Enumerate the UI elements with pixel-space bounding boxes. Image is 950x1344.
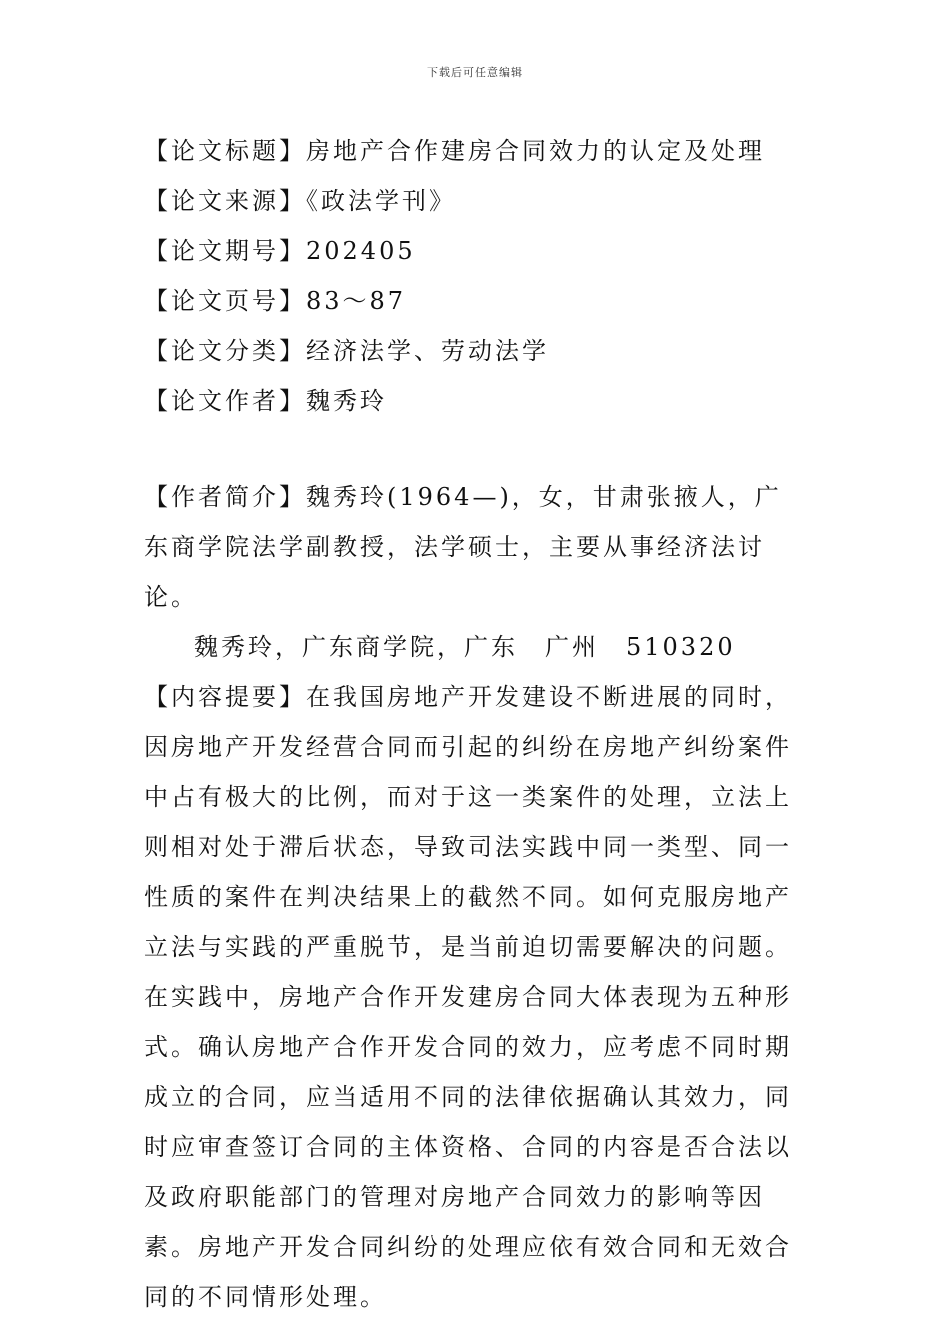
header-note: 下载后可任意编辑 [427,66,523,79]
paper-issue-line: 【论文期号】202405 [144,237,416,265]
paper-category-line: 【论文分类】经济法学、劳动法学 [144,337,549,365]
paper-author-line: 【论文作者】魏秀玲 [144,387,387,415]
paper-title-line: 【论文标题】房地产合作建房合同效力的认定及处理 [144,137,765,165]
author-affiliation-line: 魏秀玲，广东商学院，广东 广州 510320 [194,633,736,661]
paper-pages-line: 【论文页号】83～87 [144,287,407,315]
paper-source-line: 【论文来源】《政法学刊》 [144,187,456,215]
paper-body [144,472,808,1322]
paper-metadata [144,126,814,426]
abstract-paragraph: 【内容提要】在我国房地产开发建设不断进展的同时，因房地产开发经营合同而引起的纠纷在房地产纠纷案件中占有极大的比例，而对于这一类案件的处理，立法上则相对处于滞后状态，导致司法实践中同一类型、同一性质的案件在判决结果上的截然不同。如何克服房地产立法与实践的严重脱节，是当前迫切需要解决的问题。在实践中，房地产合作开发建房合同大体表现为五种形式。确认房地产合作开发合同的效力，应考虑不同时期成立的合同，应当适用不同的法律依据确认其效力，同时应审查签订合同的主体资格、合同的内容是否合法以及政府职能部门的管理对房地产合同效力的影响等因素。房地产开发合同纠纷的处理应依有效合同和无效合同的不同情形处理。 [144,683,792,1311]
author-intro-paragraph: 【作者简介】魏秀玲(1964—)，女，甘肃张掖人，广东商学院法学副教授，法学硕士，主要从事经济法讨论。 [144,483,782,611]
